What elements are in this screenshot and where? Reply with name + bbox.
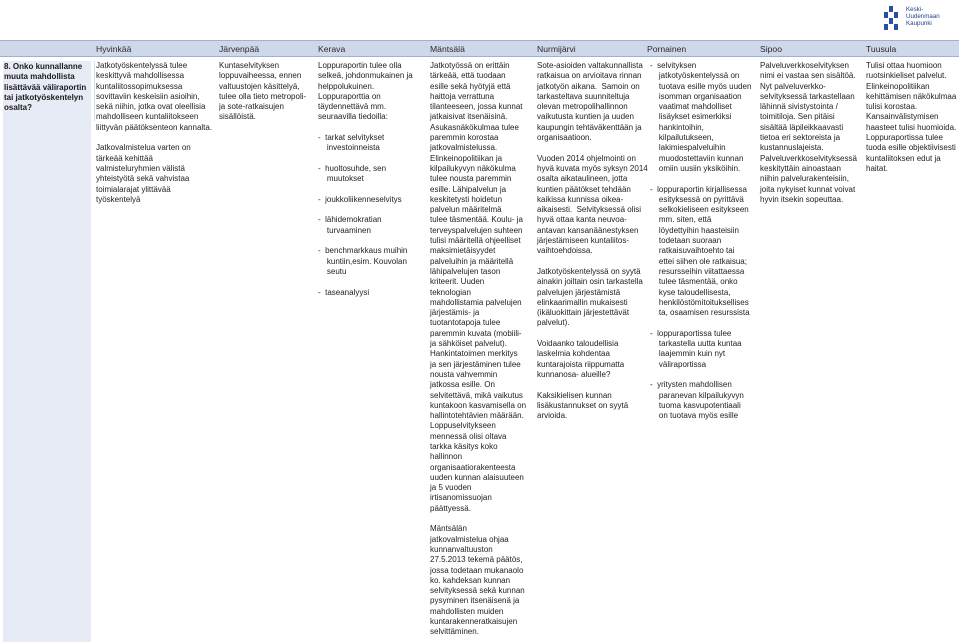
text-line: lähipalvelujen tason [430,266,501,276]
text-line: keskitetysti hoidetun [430,194,503,204]
text-line: tulisi korostaa. [866,102,918,112]
text-line: tuoda esille objektiivisesti [866,143,956,153]
text-line: Palveluverkkoselvityksessä [760,153,857,163]
text-line: Kansainvälistymisen [866,112,939,122]
text-line: kyse taloudellisesta, [650,287,731,297]
text-line: kehittämisen näkökulmaa [866,91,957,101]
text-line: kaikissa kunnissa oikea- [537,194,624,204]
header-tuusula: Tuusula [866,44,897,54]
text-line: muodostettaviin kunnan [650,153,744,163]
question-line: tai jatkotyöskentelyn [4,92,84,102]
text-line: henkilöstömitoituksellises [650,297,749,307]
text-line: organisaatiorakenteesta [430,462,516,472]
text-line: arvioida. [537,411,568,421]
text-line: järjestämis- ja [430,308,480,318]
text-line: - loppuraportissa tulee [650,328,732,338]
text-line: ettei siihen ole ratkaisua; [650,256,747,266]
text-line: Loppuraporttia on [318,91,381,101]
header-hyvinkaa: Hyvinkää [96,44,132,54]
text-line: Mäntsälän [430,524,467,534]
text-line: tulee olla tieto metropoli- [219,91,307,101]
header-pornainen: Pornainen [647,44,687,54]
logo-line: Keski- [906,6,924,13]
text-line: hallintotehtävien määrään. [430,411,524,421]
text-line: resursseihin viitattaessa [650,266,745,276]
text-line: kuntakoon kasvamisella on [430,400,527,410]
text-line: kuntien päätökset tehdään [537,184,631,194]
text-line: irtisanomissuojan [430,493,492,503]
text-line: kustannuslajeista. [760,143,824,153]
text-line: Palveluverkkoselvityksen [760,61,849,70]
text-line: 27.5.2013 tekemä päätös, [430,555,523,565]
text-line: esityksessä on pyrittävä [650,194,744,204]
text-line: väliraportissa [650,359,707,369]
logo-line: Kaupunki [906,20,932,28]
text-line: omiin uusiin yksiköihin. [650,163,741,173]
text-line: vaatimat mahdolliset [650,102,732,112]
text-line: olevan metropolihallinnon [537,102,628,112]
text-line: mahdolliseen kuntaliitokseen [96,112,199,122]
text-line: toimialarajat ylittävää [96,184,171,194]
text-line: Kaksikielisen kunnan [537,390,612,400]
text-line: mm. siten, että [650,215,712,225]
municipality-header-row [0,40,959,57]
text-line: tuoma kasvupotentiaali [650,400,741,410]
text-line: jatkossa esille. On [430,380,495,390]
text-line: päättyessä. [430,503,471,513]
text-line: paremmin kuvata (mobiili- [430,328,522,338]
text-line: keskityttäin ainoastaan [760,163,841,173]
text-line: tarkka käsitys koko [430,441,498,451]
column-divider [94,61,95,121]
text-line: lähinnä sivistystointa / [760,102,838,112]
text-line: tulee nousta paremmin [430,174,512,184]
text-line: ja sote-ratkaisujen [219,102,284,112]
text-line: haittoja verrattuna [430,91,495,101]
text-line: organisaatioon. [537,133,592,143]
text-line: palveluihin ja määritellä [430,256,514,266]
text-line: investoinneista [318,143,380,153]
text-line: muutokset [318,174,364,184]
text-line: keskittyvä mahdollisessa [96,71,185,81]
text-line: - tarkat selvitykset [318,133,385,143]
text-line: palvelun määritelmä [430,205,502,215]
header-nurmijarvi: Nurmijärvi [537,44,576,54]
text-line: selvityksessä tarkastellaan [760,91,855,101]
text-line: Elinkeinopolitiikan ja [430,153,503,163]
text-line: Loppuselvitykseen [430,421,496,431]
text-line: tietoa eri sektoreista ja [760,133,841,143]
text-line: ko. kahdeksan kunnan [430,575,511,585]
text-line: Voidaanko taloudellisia [537,339,619,349]
text-line: selkeä, johdonmukainen ja [318,71,413,81]
text-line: toimitiloja. Sen pitäisi [760,112,835,122]
cell-jarvenpaa [219,61,314,123]
text-line: joita nykyiset kunnat voivat [760,184,856,194]
text-line: ainakin joiltain osin tarkastella [537,277,643,287]
text-line: haitat. [866,163,888,173]
text-line: vaihtoehdoissa. [537,246,593,256]
text-line: jatkotyön aikana. Samoin on [537,81,640,91]
text-line: - taseanalyysi [318,287,370,297]
text-line: kuntaliitoksen edut ja [866,153,941,163]
text-line: antavan kansanäänestyksen [537,225,639,235]
text-line: jatkovalmistelua ohjaa [430,534,509,544]
header-jarvenpaa: Järvenpää [219,44,260,54]
header-kerava: Kerava [318,44,346,54]
text-line: hankintoihin, [650,122,704,132]
text-line: Nyt palveluverkko- [760,81,826,91]
text-line: palvelut). [537,318,570,328]
text-line: sekä niihin, jotka ovat oleellisia [96,102,206,112]
text-line: hyvä ottaa kanta neuvoa- [537,215,627,225]
text-line: esille. Lähipalvelun ja [430,184,507,194]
text-line: aikaisesti. Selvityksessä olisi [537,205,642,215]
text-line: - huoltosuhde, sen [318,163,387,173]
text-line: loppuvaiheessa, ennen [219,71,302,81]
text-line: Jatkotyössä on erittäin [430,61,510,70]
text-line: kriteerit. Uuden [430,277,485,287]
text-line: selvitettävä, mikä vaikutus [430,390,523,400]
text-line: ratkaisuvaihtoehto tai [650,246,735,256]
cell-mantsala [430,61,535,638]
question-line: 8. Onko kunnallanne [4,62,83,71]
text-line: selvittäminen. [430,627,479,637]
text-line: ja 5 vuoden [430,483,472,493]
text-line: seuraavilla tiedoilla: [318,112,388,122]
text-line: teknologian [430,287,471,297]
text-line: jatkovalmistelussa. [430,143,498,153]
text-line: laajemmin kuin nyt [650,349,726,359]
text-line: Asukasnäkökulmaa tulee [430,122,519,132]
text-line: tärkeää, että tuodaan [430,71,506,81]
logo [884,4,956,34]
text-line: todetaan suoraan [650,236,722,246]
text-line: ja sen järjestäminen tulee [430,359,521,369]
question-line: muuta mahdollista [4,72,75,82]
text-line: sovittaviin keskeisiin asioihin, [96,91,200,101]
text-line: kuntiin,esim. Kouvolan [318,256,407,266]
text-line: tulisi määritellä ohjeelliset [430,236,521,246]
text-line: järjestämiseen kuntaliitos- [537,236,630,246]
text-line: elinkaarimallin mukaisesti [537,297,628,307]
cell-hyvinkaa [96,61,214,205]
text-line: paranevan kilpailukyvyn [650,390,744,400]
text-line: tulee täsmentää. Koulu- ja [430,215,523,225]
text-line: esille sekä hyötyjä että [430,81,511,91]
text-line: lisäkustannukset on syytä [537,400,629,410]
text-line: vaikutusta kuntien ja uuden [537,112,634,122]
text-line: hyvin itsekin sopeuttaa. [760,194,844,204]
text-line: Tulisi ottaa huomioon [866,61,942,70]
text-line: Hankintatoimen merkitys [430,349,518,359]
logo-mark-icon [884,6,902,30]
text-line: kilpailukyvyn näkökulma [430,163,516,173]
text-line: uuden kunnan alaisuuteen [430,472,524,482]
text-line: Jatkotyöskentelyssä on syytä [537,266,641,276]
text-line: valtuustojen käsittelyä, [219,81,300,91]
text-line: löydettyihin haasteisiin [650,225,739,235]
text-line: kunnanosa- alueille? [537,369,611,379]
text-line: sisällöistä. [219,112,256,122]
text-line: kilpailutukseen, [650,133,714,143]
cell-tuusula [866,61,959,174]
text-line: jatkaisivat itsenäisinä. [430,112,508,122]
text-line: turvaaminen [318,225,371,235]
text-line: kuntaliitossopimuksessa [96,81,183,91]
text-line: Sote-asioiden valtakunnallista [537,61,643,70]
cell-nurmijarvi [537,61,647,421]
text-line: Loppuraportin tulee olla [318,61,402,70]
text-line: tulee täsmentää, onko [650,277,738,287]
text-line: tuotava esille myös uuden [650,81,752,91]
text-line: nimi ei vastaa sen sisältöä. [760,71,856,81]
text-line: laskelmia kohdentaa [537,349,610,359]
text-line: valmisteluryhmien välistä [96,163,185,173]
text-line: selkokieliseen esitykseen [650,205,749,215]
text-line: kuntarajoista riippumatta [537,359,625,369]
text-line: isomman organisaation [650,91,742,101]
header-sipoo: Sipoo [760,44,782,54]
text-line: jossa todetaan mukanaolo [430,565,524,575]
text-line: seutu [318,266,347,276]
text-line: niihin palvelurakenteisiin, [760,174,849,184]
text-line: kunnanvaltuuston [430,544,493,554]
text-line: - lähidemokratian [318,215,382,225]
text-line: kuntarakenneratkaisujen [430,617,518,627]
text-line: ja sähköiset palvelut). [430,339,507,349]
text-line: Elinkeinopolitiikan [866,81,930,91]
text-line: kaupungin tehtäväkenttään ja [537,122,642,132]
text-line: mahdollisten muiden [430,606,504,616]
text-line: tarkastella uutta kuntaa [650,339,742,349]
text-line: ruotsinkieliset palvelut. [866,71,947,81]
text-line: lakimiespalveluihin [650,143,726,153]
text-line: nousta vahvemmin [430,369,498,379]
text-line: - benchmarkkaus muihin [318,246,408,256]
cell-sipoo [760,61,864,205]
text-line: - joukkoliikenneselvitys [318,194,402,204]
text-line: ta, osaamisen resurssista [650,308,750,318]
text-line: on tuotava myös esille [650,411,739,421]
cell-kerava [318,61,426,298]
text-line: haasteet tulisi huomioida. [866,122,957,132]
text-line: Jatkovalmistelua varten on [96,143,191,153]
text-line: työskentelyä [96,194,141,204]
text-line: Jatkotyöskentelyssä tulee [96,61,188,70]
header-mantsala: Mäntsälä [430,44,465,54]
text-line: - loppuraportin kirjallisessa [650,184,747,194]
text-line: Kuntaselvityksen [219,61,280,70]
text-line: ratkaisua on arvioitava rinnan [537,71,642,81]
question-line: lisättävää väliraportin [4,82,87,92]
logo-line: Uudenmaan [906,13,940,21]
text-line: selvityksessä sekä kunnan [430,586,525,596]
text-line: mahdollistamia palvelujen [430,297,522,307]
text-line: paremmin korostaa [430,133,499,143]
text-line: hallinnon [430,452,463,462]
text-line: Loppuraportissa tulee [866,133,943,143]
text-line: maksimietäisyydet [430,246,496,256]
text-line: mennessä olisi oltava [430,431,507,441]
text-line: tarkasteltava suunniteltuja [537,91,630,101]
text-line: yhteistyötä sekä vahvistaa [96,174,190,184]
text-line: täydennettävä mm. [318,102,387,112]
question-line: osalta? [4,103,33,113]
text-line: tilanteeseen, jossa kunnat [430,102,523,112]
text-line: terveyspalvelujen suhteen [430,225,523,235]
text-line: (ikäluokittain järjestettävät [537,308,630,318]
text-line: - selvityksen [650,61,697,70]
question-cell [3,61,91,642]
text-line: pysyminen itsenäisenä ja [430,596,520,606]
text-line: tärkeää kehittää [96,153,153,163]
text-line: hyvä kuvata myös syksyn 2014 [537,163,648,173]
text-line: jatkotyöskentelyssä on [650,71,740,81]
text-line: lisäykset esimerkiksi [650,112,732,122]
text-line: liittyvän päätöksenteon kannalta. [96,122,213,132]
text-line: tuotantotapoja tulee [430,318,501,328]
text-line: - yritysten mahdollisen [650,380,732,390]
text-line: palvelujen järjestämistä [537,287,621,297]
logo-text [906,6,940,28]
text-line: osalta aikataulineen, jotta [537,174,628,184]
text-line: Vuoden 2014 ohjelmointi on [537,153,636,163]
text-line: sisältää läpileikkaavasti [760,122,844,132]
text-line: helppolukuinen. [318,81,375,91]
cell-pornainen [650,61,760,421]
